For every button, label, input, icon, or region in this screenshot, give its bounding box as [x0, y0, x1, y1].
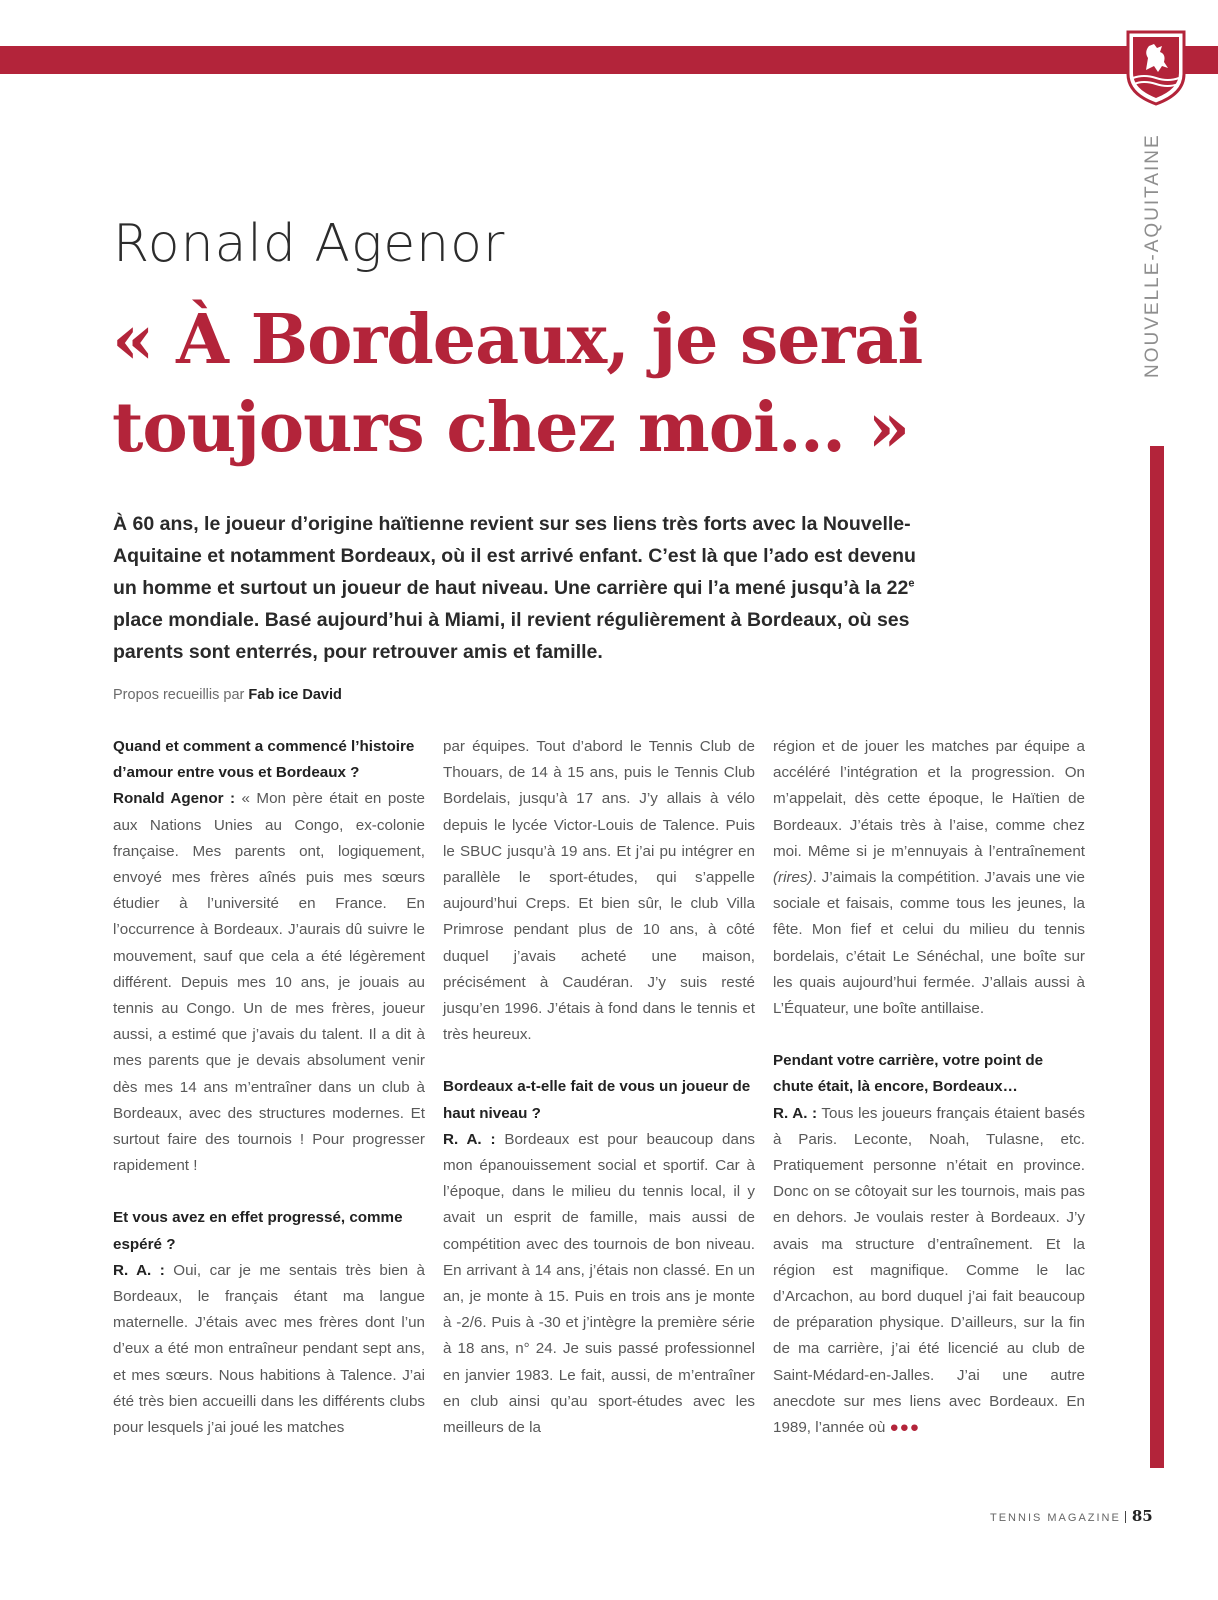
answer-text: Oui, car je me sentais très bien à Bordeaux, le français étant ma langue maternelle. J’étais avec mes frères dont l’un d’eux a été mon entraîneur pendant sept ans, et mes sœurs. Nous habitions à Talence. J’ai été très bien accueilli dans les différents clubs pour lesquels j’ai joué les matches: [113, 1261, 426, 1437]
column-2: [443, 734, 755, 1441]
continued-marker-icon: ●●●: [889, 1419, 921, 1437]
lead-paragraph: [113, 508, 923, 668]
answer-text: « Mon père était en poste aux Nations Unies au Congo, ex-colonie française. Mes parents ont, logiquement, envoyé mes frères aînés puis mes sœurs étudier à l’université en France. En l’occurrence à Bordeaux. J’aurais dû suivre le mouvement, sauf que cela a été légèrement différent. Depuis mes 10 ans, je jouais au tennis au Congo. Un de mes frères, joueur aussi, a estimé que j’avais du talent. Il a dit à mes parents que je devais absolument venir dès mes 14 ans m’entraîner dans un club à Bordeaux, avec des structures modernes. Et surtout faire des tournois ! Pour progresser rapidement !: [113, 790, 425, 1175]
byline-prefix: Propos recueillis par: [113, 687, 249, 703]
lead-text-1: À 60 ans, le joueur d’origine haïtienne revient sur ses liens très forts avec la Nouvelle-Aquitaine et notamment Bordeaux, où il est arrivé enfant. C’est là que l’ado est devenu un homme et surtout un joueur de haut niveau. Une carrière qui l’a mené jusqu’à la 22: [113, 513, 916, 599]
magazine-name: TENNIS MAGAZINE: [990, 1512, 1121, 1524]
answer: [113, 1258, 425, 1441]
section-label-text: NOUVELLE-AQUITAINE: [1142, 133, 1163, 378]
column-1: [113, 734, 425, 1441]
aside-italic: (rires): [773, 869, 813, 887]
lion-crest-icon: [1124, 28, 1188, 106]
headline: « À Bordeaux, je serai toujours chez moi… »: [112, 300, 923, 468]
column-3: [773, 734, 1085, 1441]
question: Quand et comment a commencé l’histoire d’amour entre vous et Bordeaux ?: [113, 738, 415, 782]
answer-text: Tous les joueurs français étaient basés à Paris. Leconte, Noah, Tulasne, etc. Pratiquement personne n’était en province. Donc on se côtoyait sur les tournois, mais pas en dehors. Je voulais rester à Bordeaux. J’y avais ma structure d’entraînement. Et la région est magnifique. Comme le lac d’Arcachon, au bord duquel j’ai fait beaucoup de préparation physique. D’ailleurs, sur la fin de ma carrière, j’ai été licencié au club de Saint-Médard-en-Jalles. J’ai une autre anecdote sur mes liens avec Bordeaux. En 1989, l’année où: [773, 1104, 1086, 1437]
top-accent-bar: [0, 46, 1218, 74]
answer-text: . J’aimais la compétition. J’avais une vie sociale et faisais, comme tous les jeunes, la fête. Mon fief et celui du milieu du tennis bordelais, c’était Le Sénéchal, une boîte sur les quais aujourd’hui fermée. J’allais aussi à L’Équateur, une boîte antillaise.: [773, 869, 1085, 1018]
answer-text: région et de jouer les matches par équipe a accéléré l’intégration et la progression. On m’appelait, dès cette époque, le Haïtien de Bordeaux. J’étais très à l’aise, comme chez moi. Même si je m’ennuyais à l’entraînement: [773, 738, 1085, 860]
question: Pendant votre carrière, votre point de chute était, là encore, Bordeaux…: [773, 1052, 1044, 1096]
speaker: R. A. :: [773, 1104, 818, 1122]
answer-text: Bordeaux est pour beaucoup dans mon épanouissement social et sportif. Car à l’époque, dans le milieu du tennis local, il y avait un esprit de famille, mais aussi de compétition avec des tournois de bon niveau. En arrivant à 14 ans, j’étais non classé. En un an, je monte à 15. Puis en trois ans je monte à -2/6. Puis à -30 et j’intègre la première série à 18 ans, n° 24. Je suis passé professionnel en janvier 1983. Le fait, aussi, de m’entraîner en club ainsi qu’au sport-études avec les meilleurs de la: [443, 1130, 755, 1437]
lead-superscript: e: [908, 577, 915, 590]
answer: [113, 786, 425, 1179]
section-label: [1142, 133, 1170, 378]
footer-divider: [1125, 1511, 1126, 1523]
answer: [773, 1101, 1085, 1442]
interviewee-name: Ronald Agenor: [113, 214, 506, 274]
question: Et vous avez en effet progressé, comme espéré ?: [113, 1209, 403, 1253]
answer-continued: [773, 734, 1085, 1022]
speaker: Ronald Agenor :: [113, 790, 236, 808]
lead-text-2: place mondiale. Basé aujourd’hui à Miami, il revient régulièrement à Bordeaux, où ses parents sont enterrés, pour retrouver amis et famille.: [113, 609, 910, 663]
byline-author: Fab ice David: [248, 687, 342, 703]
speaker: R. A. :: [443, 1130, 496, 1148]
page-footer: [990, 1508, 1153, 1526]
byline: [113, 686, 342, 704]
answer-continued: par équipes. Tout d’abord le Tennis Club de Thouars, de 14 à 15 ans, puis le Tennis Club Bordelais, jusqu’à 17 ans. J’y allais à vélo depuis le lycée Victor-Louis de Talence. Puis le SBUC jusqu’à 19 ans. Et j’ai pu intégrer en parallèle le sport-études, qui s’appelle aujourd’hui Creps. Et bien sûr, le club Villa Primrose pendant plus de 10 ans, à côté duquel j’avais acheté une maison, précisément à Caudéran. J’y suis resté jusqu’en 1996. J’étais à fond dans le tennis et très heureux.: [443, 738, 755, 1044]
side-accent-rule: [1150, 446, 1164, 1468]
page-number: 85: [1131, 1507, 1153, 1525]
answer: [443, 1127, 755, 1441]
speaker: R. A. :: [113, 1261, 165, 1279]
question: Bordeaux a-t-elle fait de vous un joueur de haut niveau ?: [443, 1078, 751, 1122]
